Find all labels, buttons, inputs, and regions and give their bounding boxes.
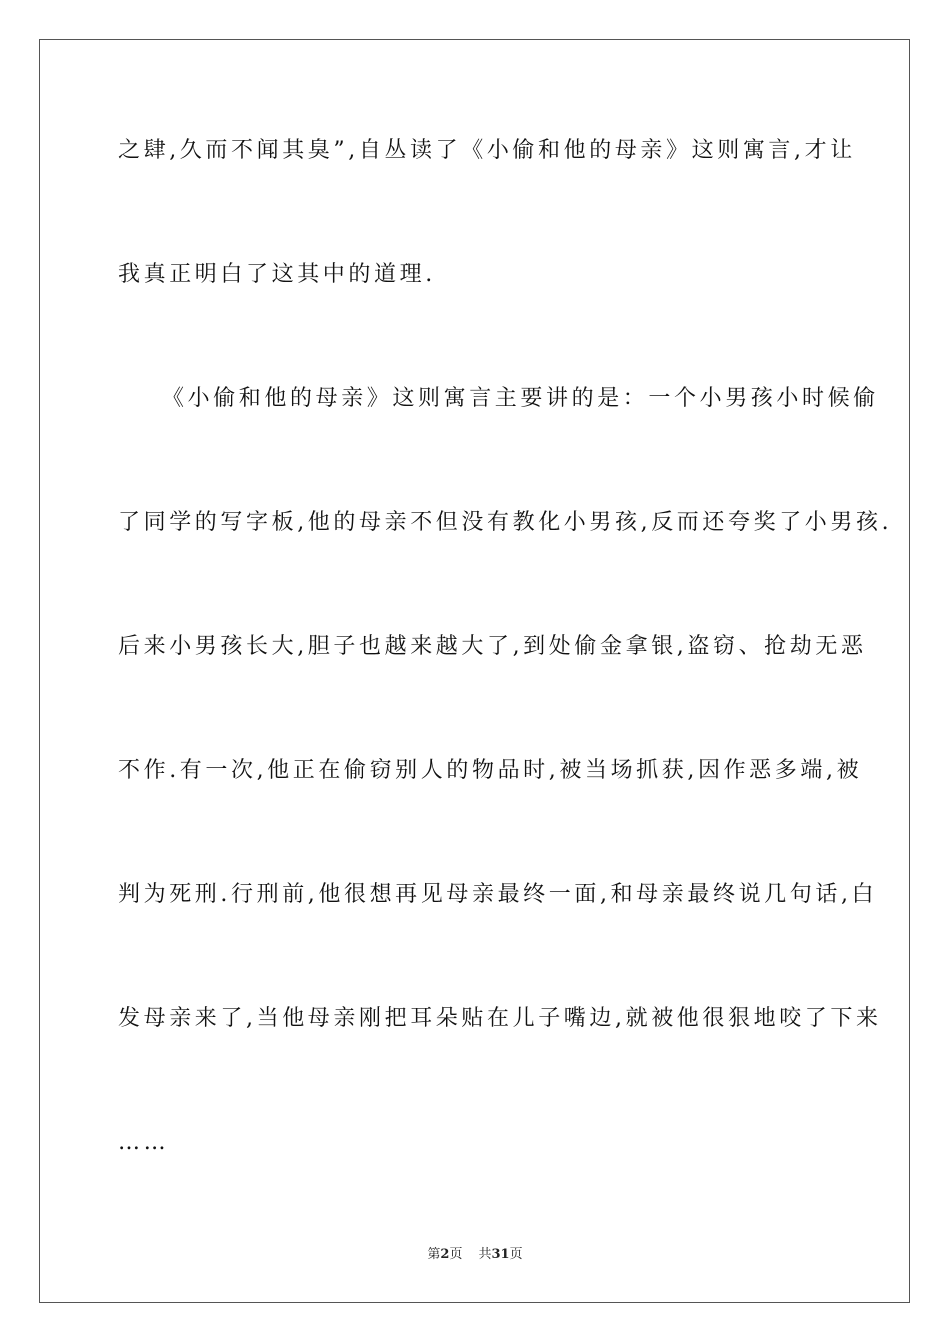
footer-total-number: 31 [491, 1247, 510, 1262]
paragraph-line: …… [118, 1130, 170, 1155]
footer-page-suffix: 页 [449, 1247, 463, 1262]
paragraph-line: 了同学的写字板,他的母亲不但没有教化小男孩,反而还夸奖了小男孩. [118, 510, 893, 535]
page-footer [0, 1246, 950, 1264]
footer-total-suffix: 页 [509, 1247, 523, 1262]
paragraph-line: 发母亲来了,当他母亲刚把耳朵贴在儿子嘴边,就被他很狠地咬了下来 [118, 1006, 882, 1031]
footer-total-prefix: 共 [478, 1247, 492, 1262]
paragraph-line: 《小偷和他的母亲》这则寓言主要讲的是：一个小男孩小时候偷 [162, 386, 879, 411]
page-frame [39, 39, 910, 1303]
paragraph-line: 我真正明白了这其中的道理. [118, 262, 436, 287]
paragraph-line: 后来小男孩长大,胆子也越来越大了,到处偷金拿银,盗窃、抢劫无恶 [118, 634, 867, 659]
paragraph-line: 判为死刑.行刑前,他很想再见母亲最终一面,和母亲最终说几句话,白 [118, 882, 878, 907]
paragraph-line: 之肆,久而不闻其臭”,自丛读了《小偷和他的母亲》这则寓言,才让 [118, 138, 856, 163]
footer-page-number: 2 [440, 1247, 450, 1262]
paragraph-line: 不作.有一次,他正在偷窃别人的物品时,被当场抓获,因作恶多端,被 [118, 758, 863, 783]
footer-page-prefix: 第 [427, 1247, 441, 1262]
